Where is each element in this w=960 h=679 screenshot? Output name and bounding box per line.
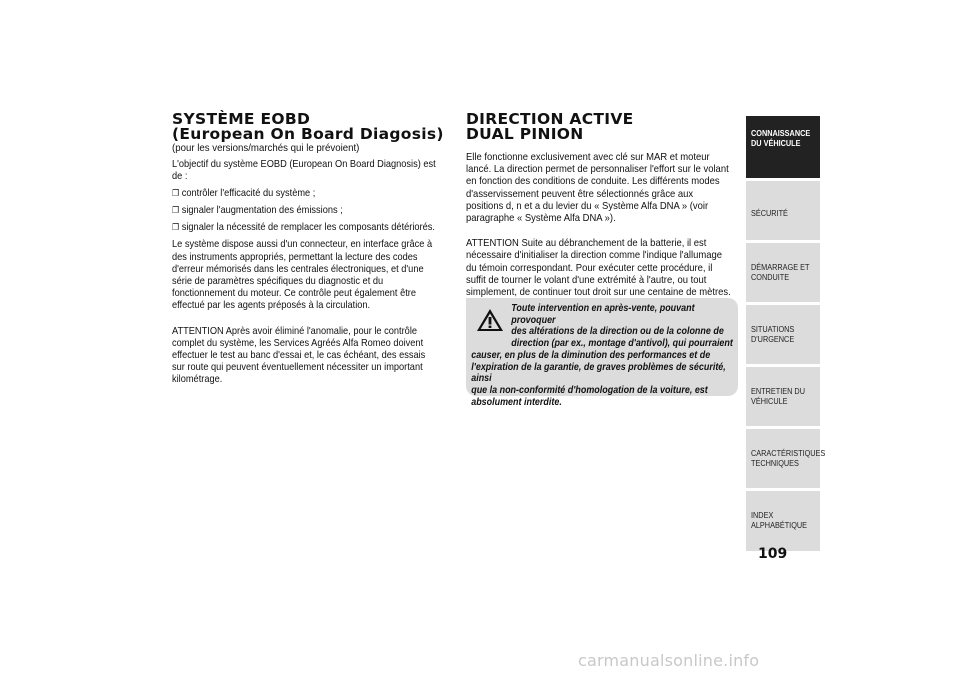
bullet-text: signaler l'augmentation des émissions ;: [181, 204, 343, 217]
tab-label: CONDUITE: [751, 272, 790, 282]
section-dual-pinion: [466, 112, 738, 303]
tab-label: INDEX: [751, 510, 774, 520]
watermark: carmanualsonline.info: [578, 651, 760, 670]
page-number: 109: [758, 546, 788, 562]
chapter-sidebar: [746, 116, 826, 554]
tab-situations-urgence[interactable]: [746, 305, 820, 364]
tab-label: ENTRETIEN DU: [751, 386, 805, 396]
tab-entretien-vehicule[interactable]: [746, 367, 820, 426]
tab-caracteristiques-techniques[interactable]: [746, 429, 826, 488]
checkbox-bullet-icon: ❐: [172, 188, 180, 199]
tab-label: D'URGENCE: [751, 334, 795, 344]
tab-securite[interactable]: [746, 181, 820, 240]
bullet-text: signaler la nécessité de remplacer les composants détériorés.: [181, 221, 435, 234]
tab-label: DÉMARRAGE ET: [751, 262, 810, 272]
bullet-item: [172, 204, 436, 216]
warning-line: Toute intervention en après-vente, pouvant provoquer: [511, 303, 695, 326]
warning-line: des altérations de la direction ou de la colonne de: [511, 326, 724, 338]
connector-paragraph: Le système dispose aussi d'un connecteur, en interface grâce à des instruments appropriés, permettant la lecture des codes d'erreur mémorisés dans les centrales électroniques, et d'une série de paramètres spécifiques du diagnostic et du fonctionnement du moteur. Ce contrôle peut également être effectué par les agents préposés à la circulation.: [172, 238, 433, 312]
tab-label: TECHNIQUES: [751, 458, 799, 468]
warning-line: que la non-conformité d'homologation de la voiture, est: [471, 384, 708, 396]
warning-line: absolument interdite.: [471, 396, 562, 408]
attention-paragraph: ATTENTION Suite au débranchement de la batterie, il est nécessaire d'initialiser la direction comme l'indique l'allumage du témoin correspondant. Pour exécuter cette procédure, il suffit de tourner le volant d'une extrémité à l'autre, ou tout simplement, de continuer tout droit sur une centaine de mètres.: [466, 237, 731, 299]
warning-line: direction (par ex., montage d'antivol), qui pourraient: [511, 338, 733, 350]
tab-label: DU VÉHICULE: [751, 138, 801, 148]
warning-box: [466, 298, 738, 408]
tab-label: ALPHABÉTIQUE: [751, 520, 808, 530]
section-title-line1: DIRECTION ACTIVE: [466, 110, 634, 128]
intro-text: L'objectif du système EOBD (European On Board Diagnosis) est de :: [172, 158, 436, 183]
tab-index-alphabetique[interactable]: [746, 491, 820, 551]
warning-line: causer, en plus de la diminution des performances et de: [471, 349, 711, 361]
warning-text: [466, 303, 736, 408]
checkbox-bullet-icon: ❐: [172, 205, 180, 216]
bullet-text: contrôler l'efficacité du système ;: [181, 187, 316, 200]
warning-line: l'expiration de la garantie, de graves problèmes de sécurité, ainsi: [471, 361, 726, 385]
section-title-line1: SYSTÈME EOBD: [172, 110, 311, 128]
tab-label: SITUATIONS: [751, 324, 795, 334]
checkbox-bullet-icon: ❐: [172, 222, 180, 233]
tab-label: CARACTÉRISTIQUES: [751, 448, 826, 458]
bullet-item: [172, 221, 436, 233]
tab-label: SÉCURITÉ: [751, 208, 788, 218]
section-subtitle: (pour les versions/marchés qui le prévoient): [172, 142, 360, 154]
tab-demarrage-conduite[interactable]: [746, 243, 820, 302]
section-title-line2: DUAL PINION: [466, 125, 584, 143]
section-eobd: [172, 112, 452, 391]
tab-label: CONNAISSANCE: [751, 128, 811, 138]
steering-paragraph: Elle fonctionne exclusivement avec clé sur MAR et moteur lancé. La direction permet de personnaliser l'effort sur le volant en fonction des conditions de conduite. Les différents modes d'asservissement peuvent être sélectionnés grâce aux positions d, n et a du levier du « Système Alfa DNA » (voir paragraphe « Système Alfa DNA »).: [466, 151, 729, 225]
tab-label: VÉHICULE: [751, 396, 788, 406]
tab-connaissance-vehicule[interactable]: [746, 116, 820, 178]
attention-paragraph: ATTENTION Après avoir éliminé l'anomalie, pour le contrôle complet du système, les Services Agréés Alfa Romeo doivent effectuer le test au banc d'essai et, le cas échéant, des essais sur route qui peuvent éventuellement nécessiter un important kilométrage.: [172, 324, 426, 386]
bullet-item: [172, 187, 436, 199]
section-title-line2: (European On Board Diagosis): [172, 125, 444, 143]
